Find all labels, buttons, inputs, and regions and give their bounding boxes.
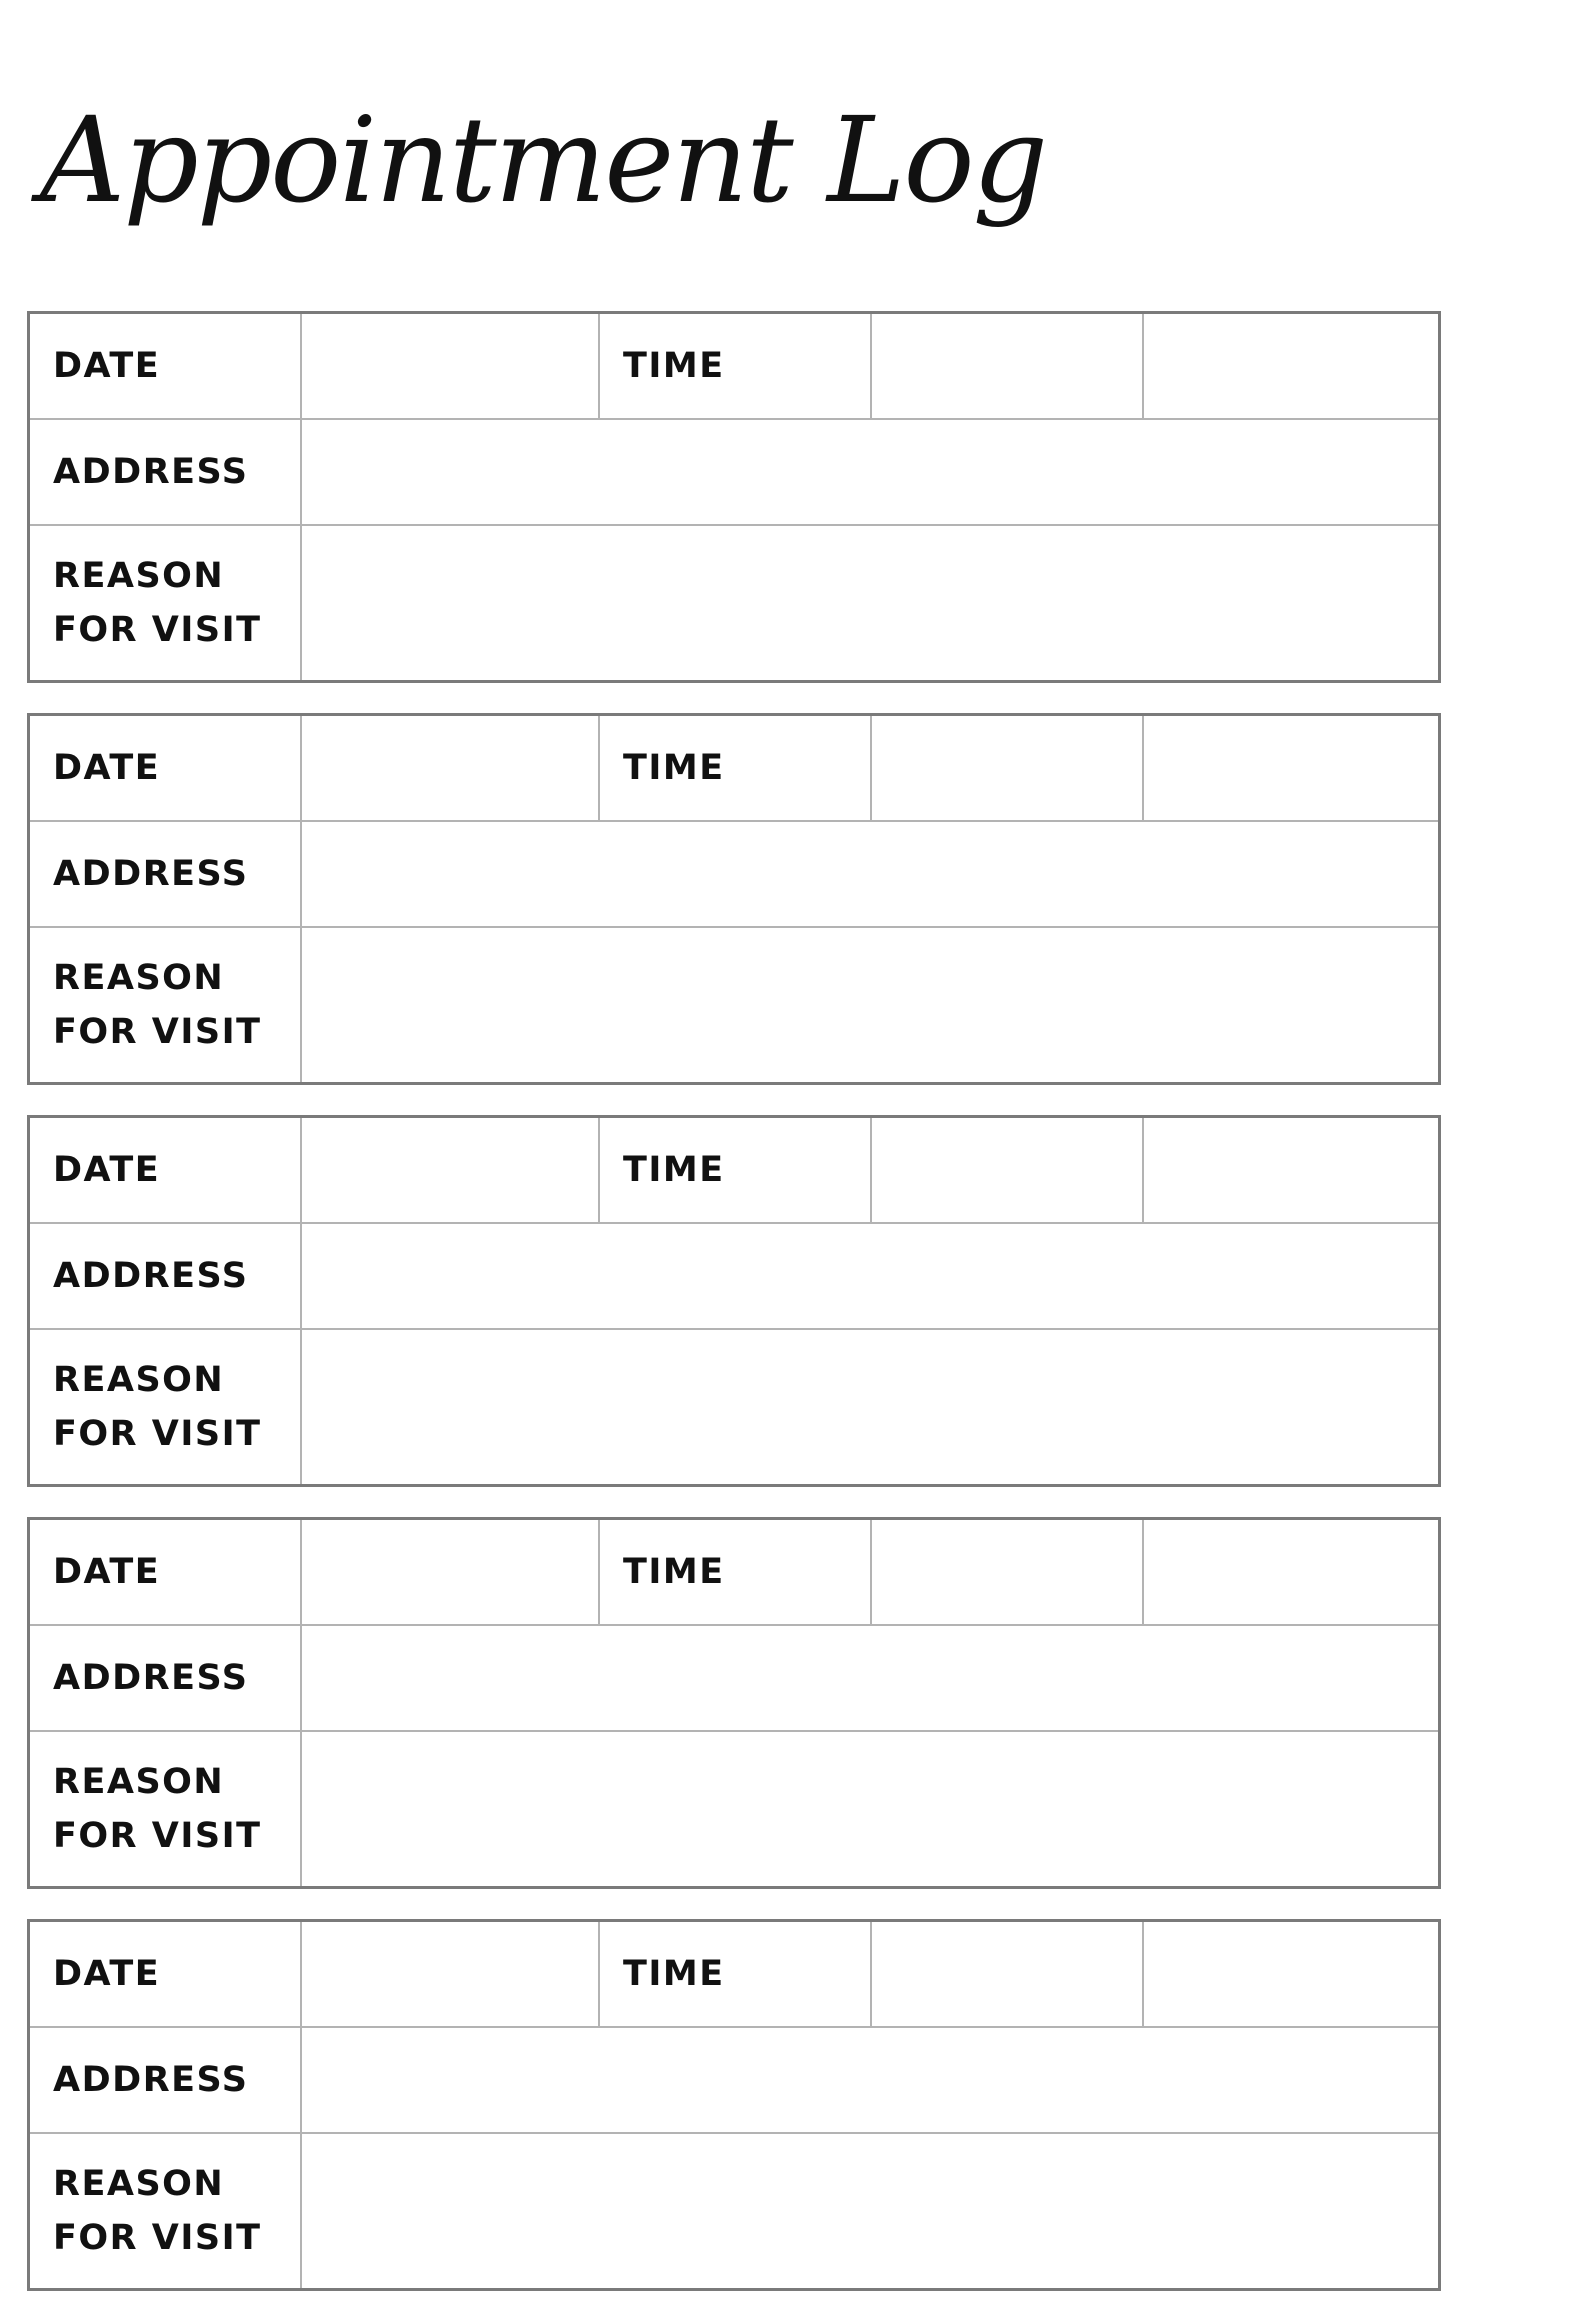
reason-label — [30, 2134, 302, 2288]
appointment-entry — [27, 713, 1441, 1085]
date-field[interactable] — [302, 314, 600, 420]
reason-label-line2: FOR VISIT — [53, 1414, 262, 1454]
reason-label — [30, 1732, 302, 1886]
time-field[interactable] — [872, 716, 1144, 822]
appointment-entry — [27, 1919, 1441, 2291]
address-label: ADDRESS — [30, 1626, 302, 1732]
address-label: ADDRESS — [30, 1224, 302, 1330]
reason-field[interactable] — [302, 2134, 1438, 2288]
address-label: ADDRESS — [30, 822, 302, 928]
address-field[interactable] — [302, 420, 1438, 526]
reason-label-line1: REASON — [53, 1762, 225, 1802]
address-field[interactable] — [302, 2028, 1438, 2134]
date-label: DATE — [30, 314, 302, 420]
appointment-entry — [27, 1115, 1441, 1487]
reason-field[interactable] — [302, 1330, 1438, 1484]
time-label: TIME — [600, 1520, 872, 1626]
date-label: DATE — [30, 1922, 302, 2028]
time-label: TIME — [600, 1922, 872, 2028]
time-field[interactable] — [872, 314, 1144, 420]
date-label: DATE — [30, 716, 302, 822]
reason-label-line1: REASON — [53, 1360, 225, 1400]
appointment-forms — [27, 311, 1441, 2321]
address-field[interactable] — [302, 822, 1438, 928]
date-field[interactable] — [302, 1922, 600, 2028]
time-extra-field[interactable] — [1144, 314, 1438, 420]
address-field[interactable] — [302, 1626, 1438, 1732]
time-extra-field[interactable] — [1144, 1520, 1438, 1626]
appointment-entry — [27, 1517, 1441, 1889]
appointment-entry — [27, 311, 1441, 683]
reason-field[interactable] — [302, 526, 1438, 680]
reason-label — [30, 928, 302, 1082]
reason-field[interactable] — [302, 928, 1438, 1082]
date-label: DATE — [30, 1118, 302, 1224]
time-field[interactable] — [872, 1922, 1144, 2028]
reason-label-line1: REASON — [53, 958, 225, 998]
reason-label-line1: REASON — [53, 2164, 225, 2204]
address-field[interactable] — [302, 1224, 1438, 1330]
time-label: TIME — [600, 314, 872, 420]
page-title: Appointment Log — [40, 91, 1047, 229]
time-label: TIME — [600, 1118, 872, 1224]
reason-label-line2: FOR VISIT — [53, 1816, 262, 1856]
date-label: DATE — [30, 1520, 302, 1626]
date-field[interactable] — [302, 1520, 600, 1626]
address-label: ADDRESS — [30, 420, 302, 526]
address-label: ADDRESS — [30, 2028, 302, 2134]
reason-label-line2: FOR VISIT — [53, 1012, 262, 1052]
reason-label-line2: FOR VISIT — [53, 2218, 262, 2258]
reason-label — [30, 1330, 302, 1484]
time-field[interactable] — [872, 1118, 1144, 1224]
time-extra-field[interactable] — [1144, 1118, 1438, 1224]
reason-label-line1: REASON — [53, 556, 225, 596]
reason-label-line2: FOR VISIT — [53, 610, 262, 650]
date-field[interactable] — [302, 1118, 600, 1224]
time-extra-field[interactable] — [1144, 716, 1438, 822]
time-field[interactable] — [872, 1520, 1144, 1626]
reason-label — [30, 526, 302, 680]
reason-field[interactable] — [302, 1732, 1438, 1886]
date-field[interactable] — [302, 716, 600, 822]
time-extra-field[interactable] — [1144, 1922, 1438, 2028]
time-label: TIME — [600, 716, 872, 822]
